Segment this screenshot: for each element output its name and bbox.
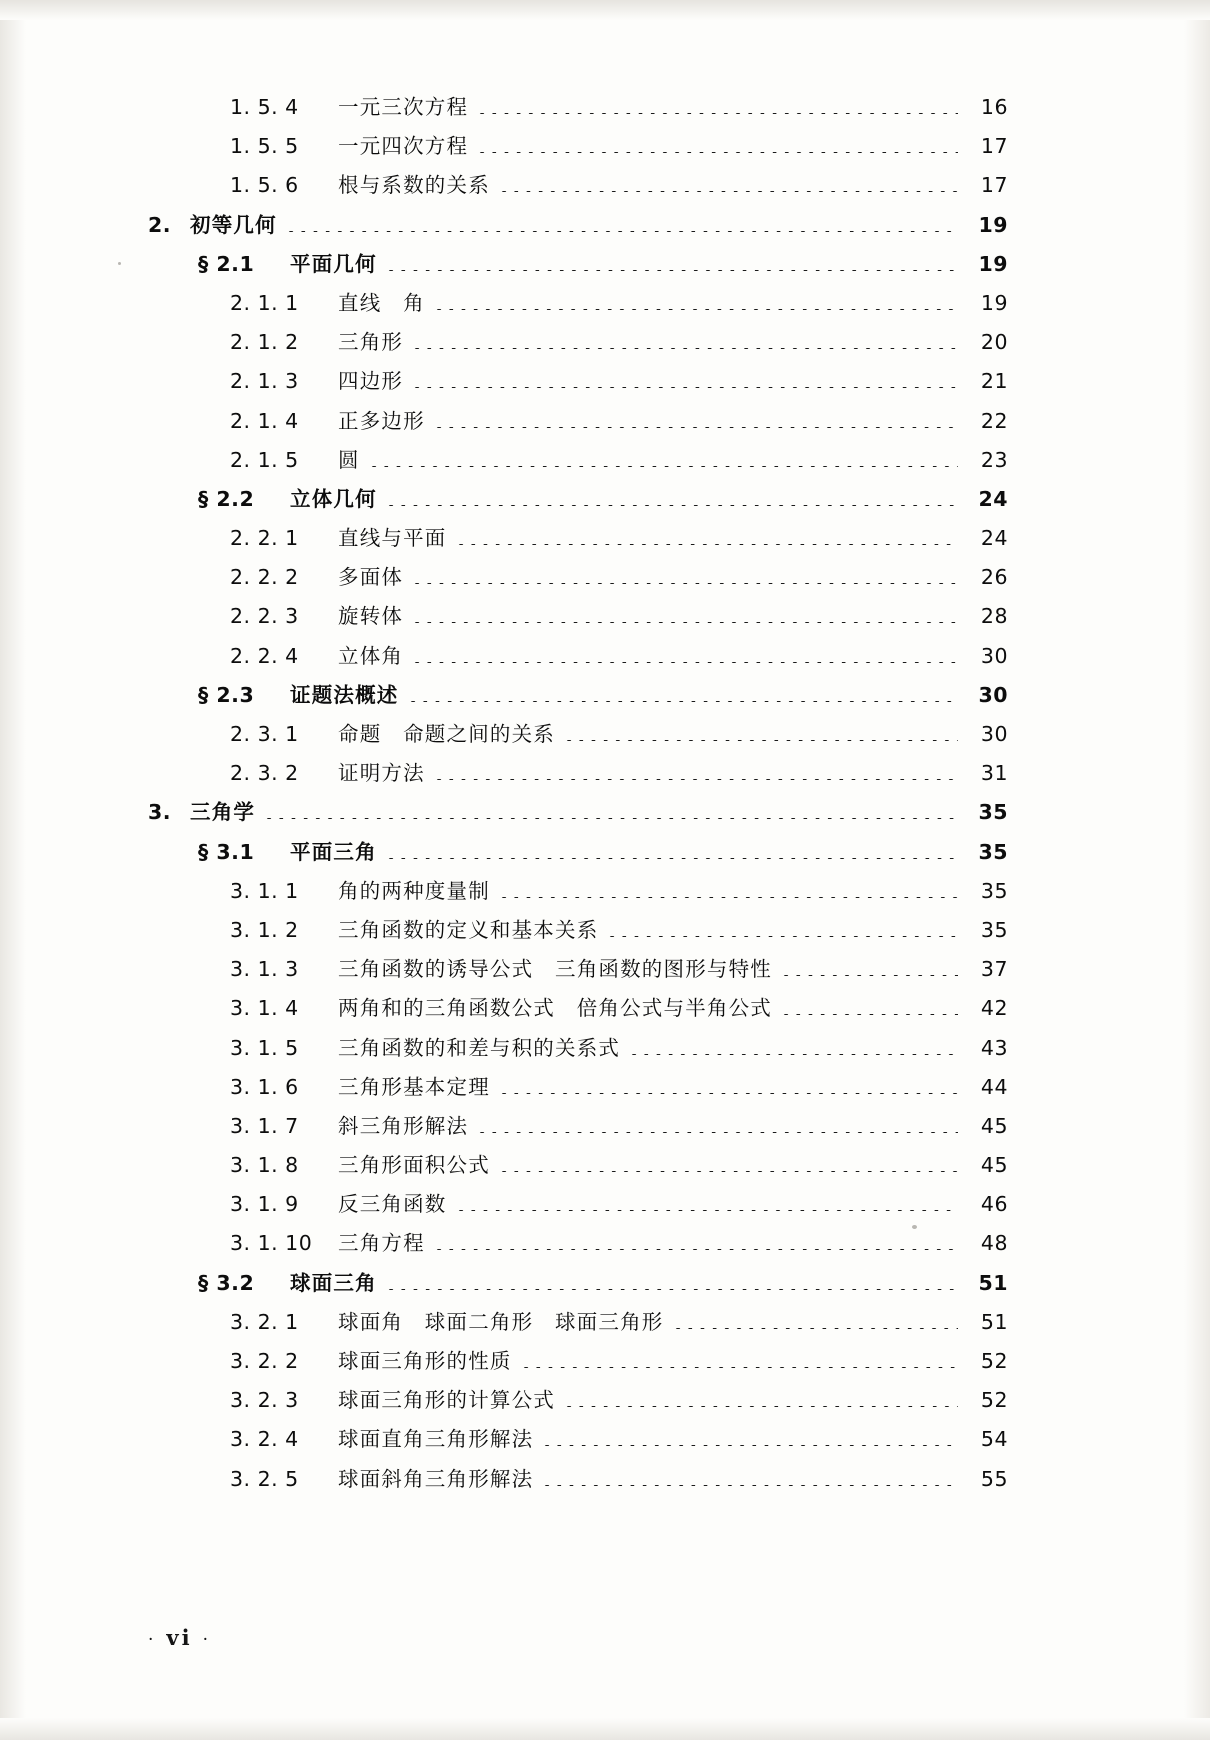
toc-entry-page-number: 35 — [978, 800, 1008, 825]
toc-entry-title: 证明方法 — [338, 761, 425, 786]
toc-entry-number: 2. 1. 5 — [230, 447, 299, 472]
toc-leader-dots — [606, 936, 958, 937]
toc-entry-title: 一元四次方程 — [338, 134, 469, 159]
toc-entry[interactable] — [148, 245, 1008, 284]
toc-entry-title: 三角函数的和差与积的关系式 — [338, 1035, 621, 1060]
toc-leader-dots — [628, 1054, 958, 1055]
toc-entry-title: 反三角函数 — [338, 1192, 447, 1217]
toc-entry-title: 球面三角 — [290, 1270, 377, 1295]
toc-leader-dots — [433, 1249, 958, 1250]
toc-entry-number: 3. 1. 5 — [230, 1035, 299, 1060]
toc-entry[interactable] — [148, 1420, 1008, 1459]
toc-leader-dots — [385, 270, 958, 271]
page-edge-right — [1184, 0, 1210, 1740]
toc-entry-label — [148, 989, 772, 1028]
toc-entry-title: 根与系数的关系 — [338, 173, 490, 198]
toc-entry-page-number: 43 — [980, 1035, 1008, 1060]
toc-entry-number: 1. 5. 5 — [230, 134, 299, 159]
toc-entry[interactable] — [148, 166, 1008, 205]
toc-entry-number: 2. 3. 2 — [230, 761, 299, 786]
toc-entry[interactable] — [148, 362, 1008, 401]
toc-entry-page-number: 54 — [980, 1427, 1008, 1452]
toc-entry[interactable] — [148, 323, 1008, 362]
toc-entry-number: 2. — [148, 212, 172, 237]
toc-entry[interactable] — [148, 911, 1008, 950]
toc-leader-dots — [433, 427, 958, 428]
toc-entry-label — [148, 558, 403, 597]
toc-entry-page-number: 51 — [980, 1309, 1008, 1334]
toc-entry-number: 2. 2. 1 — [230, 526, 299, 551]
toc-entry-page-number: 30 — [978, 682, 1008, 707]
toc-entry-label — [148, 166, 490, 205]
toc-entry-title: 多面体 — [338, 565, 404, 590]
toc-entry-number: 3. 1. 6 — [230, 1074, 299, 1099]
toc-entry-label — [148, 950, 772, 989]
toc-entry-page-number: 23 — [980, 447, 1008, 472]
toc-entry[interactable] — [148, 402, 1008, 441]
toc-entry-title: 角的两种度量制 — [338, 878, 490, 903]
toc-entry-title: 证题法概述 — [290, 682, 399, 707]
toc-entry-label — [148, 676, 399, 715]
toc-leader-dots — [368, 466, 958, 467]
toc-entry-number: 3. 2. 2 — [230, 1349, 299, 1373]
toc-entry-number: 2. 1. 3 — [230, 369, 299, 394]
toc-entry-title: 三角方程 — [338, 1231, 425, 1256]
toc-entry-page-number: 52 — [980, 1349, 1008, 1373]
toc-entry-title: 三角形 — [338, 330, 404, 355]
toc-entry-title: 球面直角三角形解法 — [338, 1427, 534, 1452]
toc-leader-dots — [433, 779, 958, 780]
toc-entry-title: 直线与平面 — [338, 526, 447, 551]
toc-entry[interactable] — [148, 833, 1008, 872]
toc-entry-label — [148, 1185, 447, 1224]
toc-entry-label — [148, 911, 598, 950]
toc-entry-label — [148, 88, 468, 127]
toc-entry[interactable] — [148, 793, 1008, 832]
toc-entry[interactable] — [148, 519, 1008, 558]
toc-leader-dots — [672, 1328, 959, 1329]
toc-entry-title: 平面几何 — [290, 251, 377, 276]
toc-entry-title: 三角函数的定义和基本关系 — [338, 917, 599, 942]
toc-entry-title: 球面三角形的性质 — [338, 1349, 512, 1373]
toc-entry-number: 3. 1. 3 — [230, 957, 299, 982]
toc-entry-label — [148, 715, 555, 754]
toc-entry-page-number: 24 — [980, 526, 1008, 551]
toc-entry-page-number: 26 — [980, 565, 1008, 590]
toc-entry-title: 立体角 — [338, 643, 404, 668]
toc-entry-label — [148, 1342, 512, 1381]
toc-entry-label — [148, 402, 425, 441]
toc-leader-dots — [411, 583, 958, 584]
toc-entry-label — [148, 362, 403, 401]
toc-entry-page-number: 35 — [978, 839, 1008, 864]
toc-entry-page-number: 24 — [978, 486, 1008, 511]
toc-entry-label — [148, 127, 468, 166]
toc-entry-number: 2. 1. 4 — [230, 408, 299, 433]
toc-entry-number: § 2.2 — [198, 486, 255, 511]
toc-entry-number: 1. 5. 4 — [230, 95, 299, 119]
toc-entry-number: § 2.3 — [198, 682, 255, 707]
toc-leader-dots — [411, 348, 958, 349]
toc-entry-label — [148, 597, 403, 636]
toc-entry-number: 3. 1. 2 — [230, 917, 299, 942]
toc-leader-dots — [498, 191, 958, 192]
toc-entry-page-number: 28 — [980, 604, 1008, 629]
toc-entry-label — [148, 1264, 377, 1303]
page-edge-left — [0, 0, 26, 1740]
toc-entry-page-number: 45 — [980, 1113, 1008, 1138]
toc-entry-number: 3. 2. 1 — [230, 1309, 299, 1334]
toc-entry[interactable] — [148, 480, 1008, 519]
toc-entry-title: 正多边形 — [338, 408, 425, 433]
toc-entry-number: 3. 1. 4 — [230, 996, 299, 1021]
table-of-contents — [148, 88, 1008, 1499]
toc-entry-page-number: 48 — [980, 1231, 1008, 1256]
toc-entry-label — [148, 1224, 425, 1263]
toc-entry-title: 球面角 球面二角形 球面三角形 — [338, 1309, 664, 1334]
toc-entry[interactable] — [148, 1185, 1008, 1224]
toc-entry[interactable] — [148, 1264, 1008, 1303]
toc-entry-page-number: 37 — [980, 957, 1008, 982]
toc-entry[interactable] — [148, 715, 1008, 754]
toc-entry-number: 1. 5. 6 — [230, 173, 299, 198]
toc-entry-label — [148, 754, 425, 793]
toc-leader-dots — [476, 113, 958, 114]
toc-entry-page-number: 30 — [980, 722, 1008, 746]
toc-entry[interactable] — [148, 1303, 1008, 1342]
toc-entry[interactable] — [148, 637, 1008, 676]
toc-leader-dots — [411, 622, 958, 623]
toc-leader-dots — [385, 858, 958, 859]
toc-entry[interactable] — [148, 676, 1008, 715]
toc-entry-label — [148, 1107, 468, 1146]
toc-leader-dots — [411, 387, 958, 388]
toc-entry-title: 初等几何 — [190, 212, 277, 237]
toc-entry-label — [148, 793, 255, 832]
toc-entry[interactable] — [148, 754, 1008, 793]
toc-entry-label — [148, 480, 377, 519]
toc-leader-dots — [498, 897, 958, 898]
toc-leader-dots — [563, 740, 958, 741]
toc-entry-label — [148, 1420, 533, 1459]
toc-entry[interactable] — [148, 872, 1008, 911]
toc-leader-dots — [455, 1210, 959, 1211]
toc-entry-title: 命题 命题之间的关系 — [338, 722, 555, 746]
toc-entry[interactable] — [148, 206, 1008, 245]
toc-entry[interactable] — [148, 1460, 1008, 1499]
toc-entry-number: 2. 1. 2 — [230, 330, 299, 355]
toc-entry-number: 2. 2. 4 — [230, 643, 299, 668]
toc-entry-label — [148, 206, 277, 245]
toc-entry-title: 四边形 — [338, 369, 404, 394]
toc-leader-dots — [498, 1093, 958, 1094]
toc-entry-label — [148, 519, 447, 558]
toc-leader-dots — [285, 231, 958, 232]
toc-entry[interactable] — [148, 1107, 1008, 1146]
toc-leader-dots — [407, 701, 959, 702]
toc-leader-dots — [498, 1171, 958, 1172]
toc-entry-number: 2. 1. 1 — [230, 290, 299, 315]
toc-entry-number: 3. 2. 3 — [230, 1388, 299, 1413]
toc-leader-dots — [541, 1445, 958, 1446]
toc-entry-title: 直线 角 — [338, 290, 425, 315]
toc-entry-title: 三角函数的诱导公式 三角函数的图形与特性 — [338, 957, 772, 982]
toc-entry-number: 3. 1. 8 — [230, 1153, 299, 1178]
toc-leader-dots — [476, 1132, 958, 1133]
folio-suffix-dot: · — [202, 1630, 211, 1650]
toc-entry-page-number: 16 — [980, 95, 1008, 119]
toc-entry-page-number: 31 — [980, 761, 1008, 786]
toc-entry-label — [148, 441, 360, 480]
toc-entry-page-number: 19 — [978, 212, 1008, 237]
toc-entry-number: 2. 3. 1 — [230, 722, 299, 746]
toc-entry[interactable] — [148, 284, 1008, 323]
toc-leader-dots — [385, 1289, 958, 1290]
toc-entry-label — [148, 323, 403, 362]
toc-entry-title: 斜三角形解法 — [338, 1113, 469, 1138]
toc-entry-page-number: 46 — [980, 1192, 1008, 1217]
toc-entry-page-number: 35 — [980, 878, 1008, 903]
toc-entry[interactable] — [148, 88, 1008, 127]
toc-entry-page-number: 19 — [980, 290, 1008, 315]
scan-speck — [118, 262, 121, 265]
toc-entry-page-number: 20 — [980, 330, 1008, 355]
toc-entry[interactable] — [148, 950, 1008, 989]
folio-number: vi — [166, 1625, 193, 1650]
toc-entry-title: 两角和的三角函数公式 倍角公式与半角公式 — [338, 996, 772, 1021]
toc-entry[interactable] — [148, 1068, 1008, 1107]
page-edge-top — [0, 0, 1210, 20]
toc-entry-number: 3. 2. 4 — [230, 1427, 299, 1452]
toc-leader-dots — [385, 505, 958, 506]
toc-entry-label — [148, 1303, 664, 1342]
toc-entry-title: 球面三角形的计算公式 — [338, 1388, 555, 1413]
folio-prefix-dot: · — [148, 1630, 157, 1650]
toc-leader-dots — [541, 1485, 958, 1486]
toc-entry-page-number: 17 — [980, 134, 1008, 159]
toc-entry-number: 2. 2. 3 — [230, 604, 299, 629]
toc-entry-title: 旋转体 — [338, 604, 404, 629]
toc-leader-dots — [433, 309, 958, 310]
toc-entry-title: 三角形基本定理 — [338, 1074, 490, 1099]
toc-entry[interactable] — [148, 1381, 1008, 1420]
toc-entry[interactable] — [148, 1224, 1008, 1263]
toc-entry-label — [148, 833, 377, 872]
toc-entry-page-number: 52 — [980, 1388, 1008, 1413]
toc-entry-page-number: 17 — [980, 173, 1008, 198]
toc-leader-dots — [411, 662, 958, 663]
toc-entry[interactable] — [148, 1342, 1008, 1381]
toc-entry-title: 三角形面积公式 — [338, 1153, 490, 1178]
toc-entry[interactable] — [148, 1029, 1008, 1068]
toc-entry-page-number: 22 — [980, 408, 1008, 433]
toc-entry-page-number: 21 — [980, 369, 1008, 394]
toc-entry-number: 3. 1. 9 — [230, 1192, 299, 1217]
toc-entry-label — [148, 1146, 490, 1185]
toc-entry-label — [148, 245, 377, 284]
toc-leader-dots — [455, 544, 959, 545]
toc-entry-page-number: 55 — [980, 1466, 1008, 1491]
toc-entry-page-number: 35 — [980, 917, 1008, 942]
toc-entry[interactable] — [148, 1146, 1008, 1185]
toc-entry-title: 圆 — [338, 447, 360, 472]
toc-entry-page-number: 19 — [978, 251, 1008, 276]
toc-entry-label — [148, 1029, 620, 1068]
toc-entry-number: 3. — [148, 800, 172, 825]
toc-leader-dots — [520, 1367, 958, 1368]
toc-entry[interactable] — [148, 441, 1008, 480]
toc-entry-number: 3. 1. 10 — [230, 1231, 313, 1256]
toc-entry-label — [148, 1068, 490, 1107]
toc-entry-page-number: 45 — [980, 1153, 1008, 1178]
toc-entry-page-number: 30 — [980, 643, 1008, 668]
toc-entry-number: 3. 2. 5 — [230, 1466, 299, 1491]
toc-entry[interactable] — [148, 127, 1008, 166]
toc-entry-number: 2. 2. 2 — [230, 565, 299, 590]
toc-entry-label — [148, 1381, 555, 1420]
toc-entry-label — [148, 284, 425, 323]
toc-leader-dots — [263, 818, 958, 819]
toc-entry-page-number: 51 — [978, 1270, 1008, 1295]
page-folio — [148, 1625, 211, 1650]
toc-entry-page-number: 44 — [980, 1074, 1008, 1099]
toc-entry-title: 球面斜角三角形解法 — [338, 1466, 534, 1491]
toc-entry[interactable] — [148, 597, 1008, 636]
toc-entry-label — [148, 872, 490, 911]
toc-entry-title: 立体几何 — [290, 486, 377, 511]
toc-entry-number: § 3.1 — [198, 839, 255, 864]
toc-leader-dots — [476, 152, 958, 153]
toc-entry-label — [148, 637, 403, 676]
toc-entry-number: § 2.1 — [198, 251, 255, 276]
toc-entry-page-number: 42 — [980, 996, 1008, 1021]
page-edge-bottom — [0, 1718, 1210, 1740]
toc-entry-number: 3. 1. 1 — [230, 878, 299, 903]
toc-leader-dots — [563, 1406, 958, 1407]
toc-entry-title: 三角学 — [190, 800, 256, 825]
toc-entry-title: 平面三角 — [290, 839, 377, 864]
toc-leader-dots — [780, 975, 958, 976]
toc-entry-number: 3. 1. 7 — [230, 1113, 299, 1138]
toc-entry-number: § 3.2 — [198, 1270, 255, 1295]
toc-leader-dots — [780, 1014, 958, 1015]
toc-entry-title: 一元三次方程 — [338, 95, 469, 119]
toc-entry[interactable] — [148, 989, 1008, 1028]
toc-entry-label — [148, 1460, 533, 1499]
toc-entry[interactable] — [148, 558, 1008, 597]
